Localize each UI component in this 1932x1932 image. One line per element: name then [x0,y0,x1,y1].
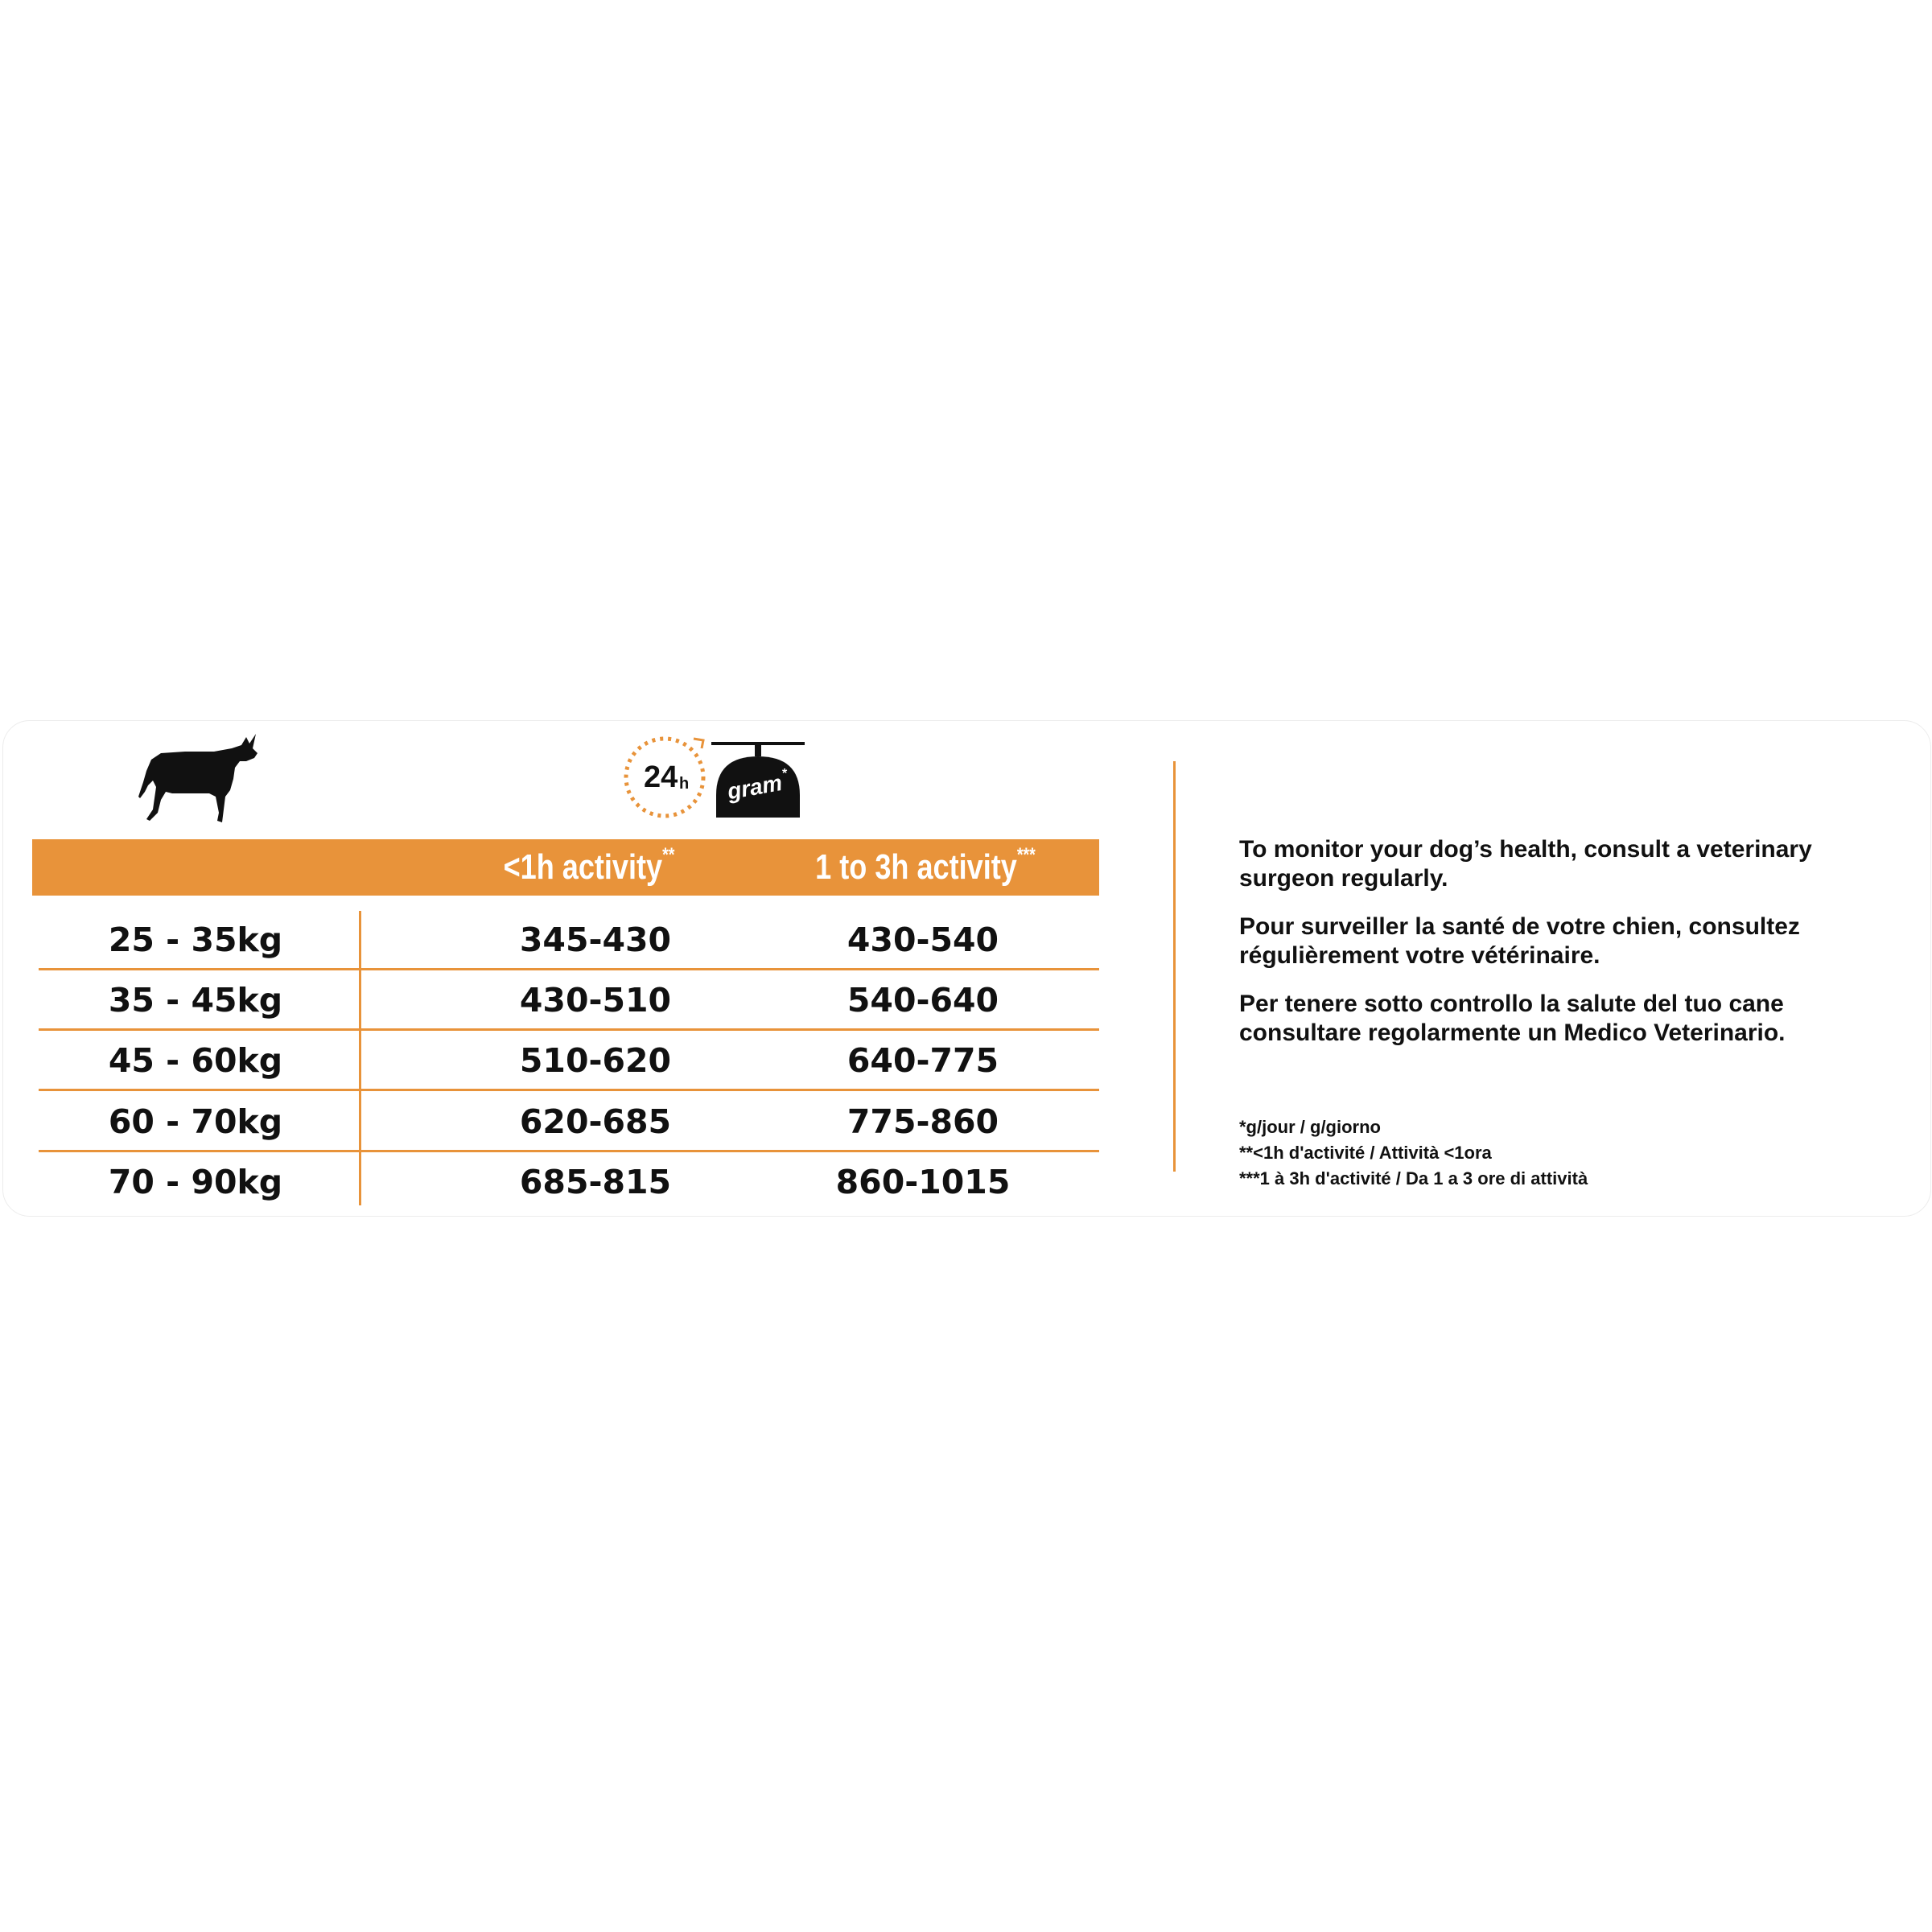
section-divider [1173,761,1176,1172]
table-row [39,970,1099,1031]
table-row [39,1152,1099,1213]
high-activity-cell: 540-640 [847,981,999,1020]
scale-label: gram [725,769,785,805]
footnote-low-activity: **<1h d'activité / Attività <1ora [1239,1143,1492,1163]
high-activity-cell: 775-860 [847,1102,999,1141]
table-row [39,1092,1099,1152]
row-divider [39,1089,1099,1091]
high-activity-cell: 860-1015 [835,1163,1011,1201]
low-activity-cell: 620-685 [519,1102,672,1141]
footnote-unit: *g/jour / g/giorno [1239,1117,1381,1137]
dog-silhouette-icon [137,732,257,825]
weight-cell: 45 - 60kg [108,1041,283,1080]
ration-icon [616,731,809,823]
weight-cell: 70 - 90kg [108,1163,283,1201]
clock-label: 24 [644,760,678,794]
high-activity-cell: 640-775 [847,1041,999,1080]
weight-cell: 25 - 35kg [108,921,283,959]
header-high-activity: 1 to 3h activity*** [815,844,1036,887]
note-italian: Per tenere sotto controllo la salute del tuo cane consultare regolarmente un Medico Veterinario. [1239,991,1786,1046]
clock-unit: h [679,775,690,793]
note-french: Pour surveiller la santé de votre chien, consultez régulièrement votre vétérinaire. [1239,913,1800,969]
table-row [39,1031,1099,1091]
header-low-activity: <1h activity** [503,844,675,887]
low-activity-cell: 510-620 [519,1041,672,1080]
24h-clock-icon [626,735,710,816]
weight-cell: 60 - 70kg [108,1102,283,1141]
gram-scale-icon [711,742,805,818]
low-activity-cell: 430-510 [519,981,672,1020]
table-header [32,839,1099,896]
weight-cell: 35 - 45kg [108,981,283,1020]
low-activity-cell: 345-430 [519,921,672,959]
footnotes [1239,1114,1588,1192]
note-english: To monitor your dog’s health, consult a veterinary surgeon regularly. [1239,836,1812,892]
table-row [39,910,1099,970]
health-notes [1239,835,1899,1067]
scale-mark: * [782,767,788,781]
footnote-high-activity: ***1 à 3h d'activité / Da 1 a 3 ore di attività [1239,1168,1588,1188]
low-activity-cell: 685-815 [519,1163,672,1201]
high-activity-cell: 430-540 [847,921,999,959]
